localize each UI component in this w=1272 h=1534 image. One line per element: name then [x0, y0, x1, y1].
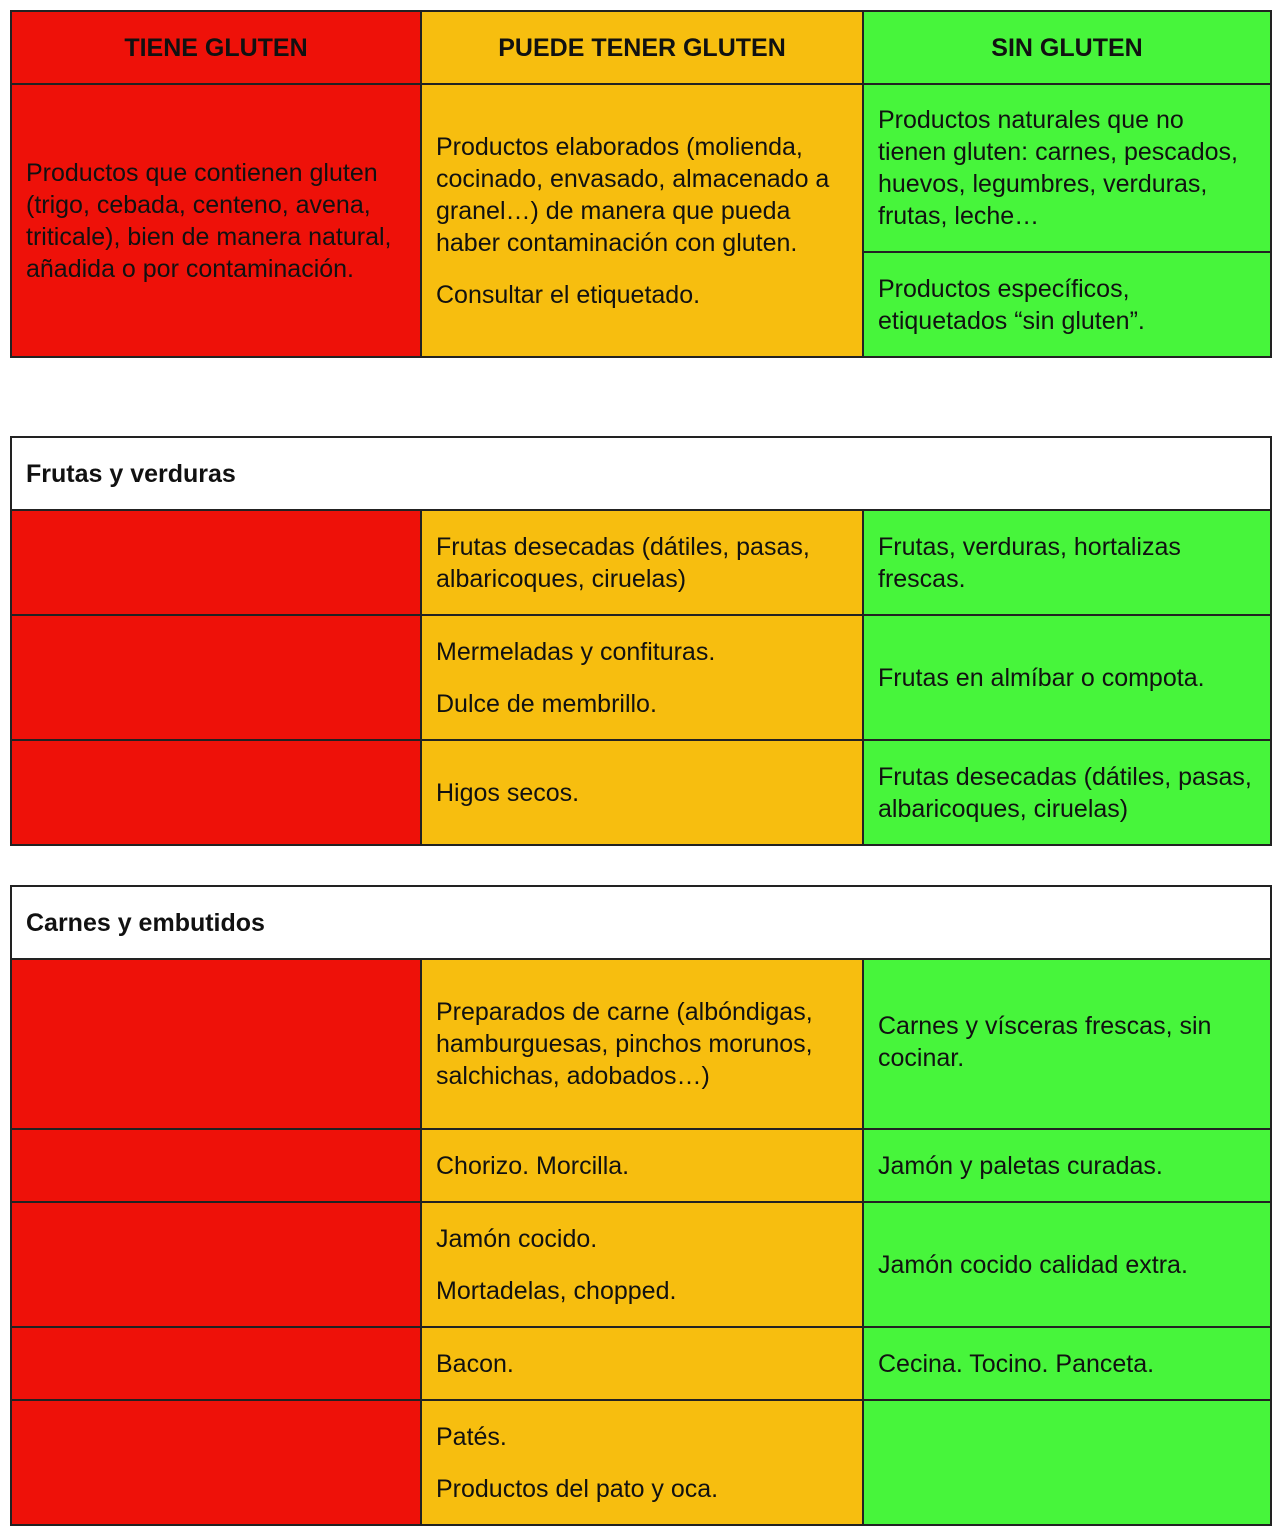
cell-text: Productos del pato y oca. — [436, 1474, 719, 1503]
table-cell-green — [863, 510, 1271, 615]
cell-text: Frutas desecadas (dátiles, pasas, albaricoques, ciruelas) — [436, 532, 810, 593]
header-puede-tener-gluten: PUEDE TENER GLUTEN — [421, 11, 863, 84]
table-cell-green — [863, 1327, 1271, 1400]
cell-text: Chorizo. Morcilla. — [436, 1151, 630, 1180]
header-sin-gluten: SIN GLUTEN — [863, 11, 1271, 84]
table-cell-yellow — [421, 1327, 863, 1400]
section-title: Frutas y verduras — [11, 437, 1271, 510]
legend-yellow-text-1: Productos elaborados (molienda, cocinado, envasado, almacenado a granel…) de manera que pueda haber contaminación con gluten. — [436, 132, 830, 257]
cell-text: Carnes y vísceras frescas, sin cocinar. — [878, 1012, 1212, 1072]
table-cell-green — [863, 615, 1271, 740]
cell-text: Preparados de carne (albóndigas, hamburguesas, pinchos morunos, salchichas, adobados…) — [436, 998, 813, 1090]
cell-text: Bacon. — [436, 1349, 514, 1378]
legend-red-text: Productos que contienen gluten (trigo, cebada, centeno, avena, triticale), bien de manera natural, añadida o por contaminación. — [26, 158, 392, 283]
cell-text: Jamón cocido calidad extra. — [878, 1250, 1188, 1279]
table-cell-red — [11, 1129, 421, 1202]
table-cell-red — [11, 1400, 421, 1525]
legend-yellow-cell — [421, 84, 863, 357]
table-cell-green — [863, 1129, 1271, 1202]
legend-green-cell-2 — [863, 252, 1271, 357]
table-cell-green — [863, 959, 1271, 1129]
cell-text: Cecina. Tocino. Panceta. — [878, 1349, 1155, 1378]
table-cell-green — [863, 740, 1271, 845]
table-cell-yellow — [421, 740, 863, 845]
cell-text: Frutas en almíbar o compota. — [878, 663, 1205, 692]
cell-text: Patés. — [436, 1422, 507, 1451]
table-cell-red — [11, 1327, 421, 1400]
table-cell-yellow — [421, 1129, 863, 1202]
cell-text: Jamón y paletas curadas. — [878, 1151, 1163, 1180]
legend-table — [10, 10, 1272, 358]
cell-text: Frutas, verduras, hortalizas frescas. — [878, 532, 1181, 593]
section-carnes-table — [10, 885, 1272, 1526]
table-cell-red — [11, 615, 421, 740]
cell-text: Higos secos. — [436, 778, 580, 807]
table-cell-red — [11, 740, 421, 845]
header-tiene-gluten: TIENE GLUTEN — [11, 11, 421, 84]
table-cell-red — [11, 510, 421, 615]
cell-text: Jamón cocido. — [436, 1224, 598, 1253]
cell-text: Frutas desecadas (dátiles, pasas, albaricoques, ciruelas) — [878, 762, 1252, 823]
table-cell-yellow — [421, 615, 863, 740]
table-cell-red — [11, 959, 421, 1129]
table-cell-green — [863, 1400, 1271, 1525]
legend-green-text-1: Productos naturales que no tienen gluten: carnes, pescados, huevos, legumbres, verduras, frutas, leche… — [878, 106, 1238, 230]
legend-green-cell-1 — [863, 84, 1271, 252]
table-cell-yellow — [421, 1400, 863, 1525]
table-cell-yellow — [421, 510, 863, 615]
table-cell-yellow — [421, 1202, 863, 1327]
section-frutas-table — [10, 436, 1272, 846]
legend-yellow-text-2: Consultar el etiquetado. — [436, 280, 701, 309]
table-cell-green — [863, 1202, 1271, 1327]
table-cell-yellow — [421, 959, 863, 1129]
table-cell-red — [11, 1202, 421, 1327]
cell-text: Dulce de membrillo. — [436, 689, 657, 718]
cell-text: Mermeladas y confituras. — [436, 637, 716, 666]
legend-red-cell — [11, 84, 421, 357]
section-title: Carnes y embutidos — [11, 886, 1271, 959]
cell-text: Mortadelas, chopped. — [436, 1276, 677, 1305]
legend-green-text-2: Productos específicos, etiquetados “sin gluten”. — [878, 274, 1145, 335]
